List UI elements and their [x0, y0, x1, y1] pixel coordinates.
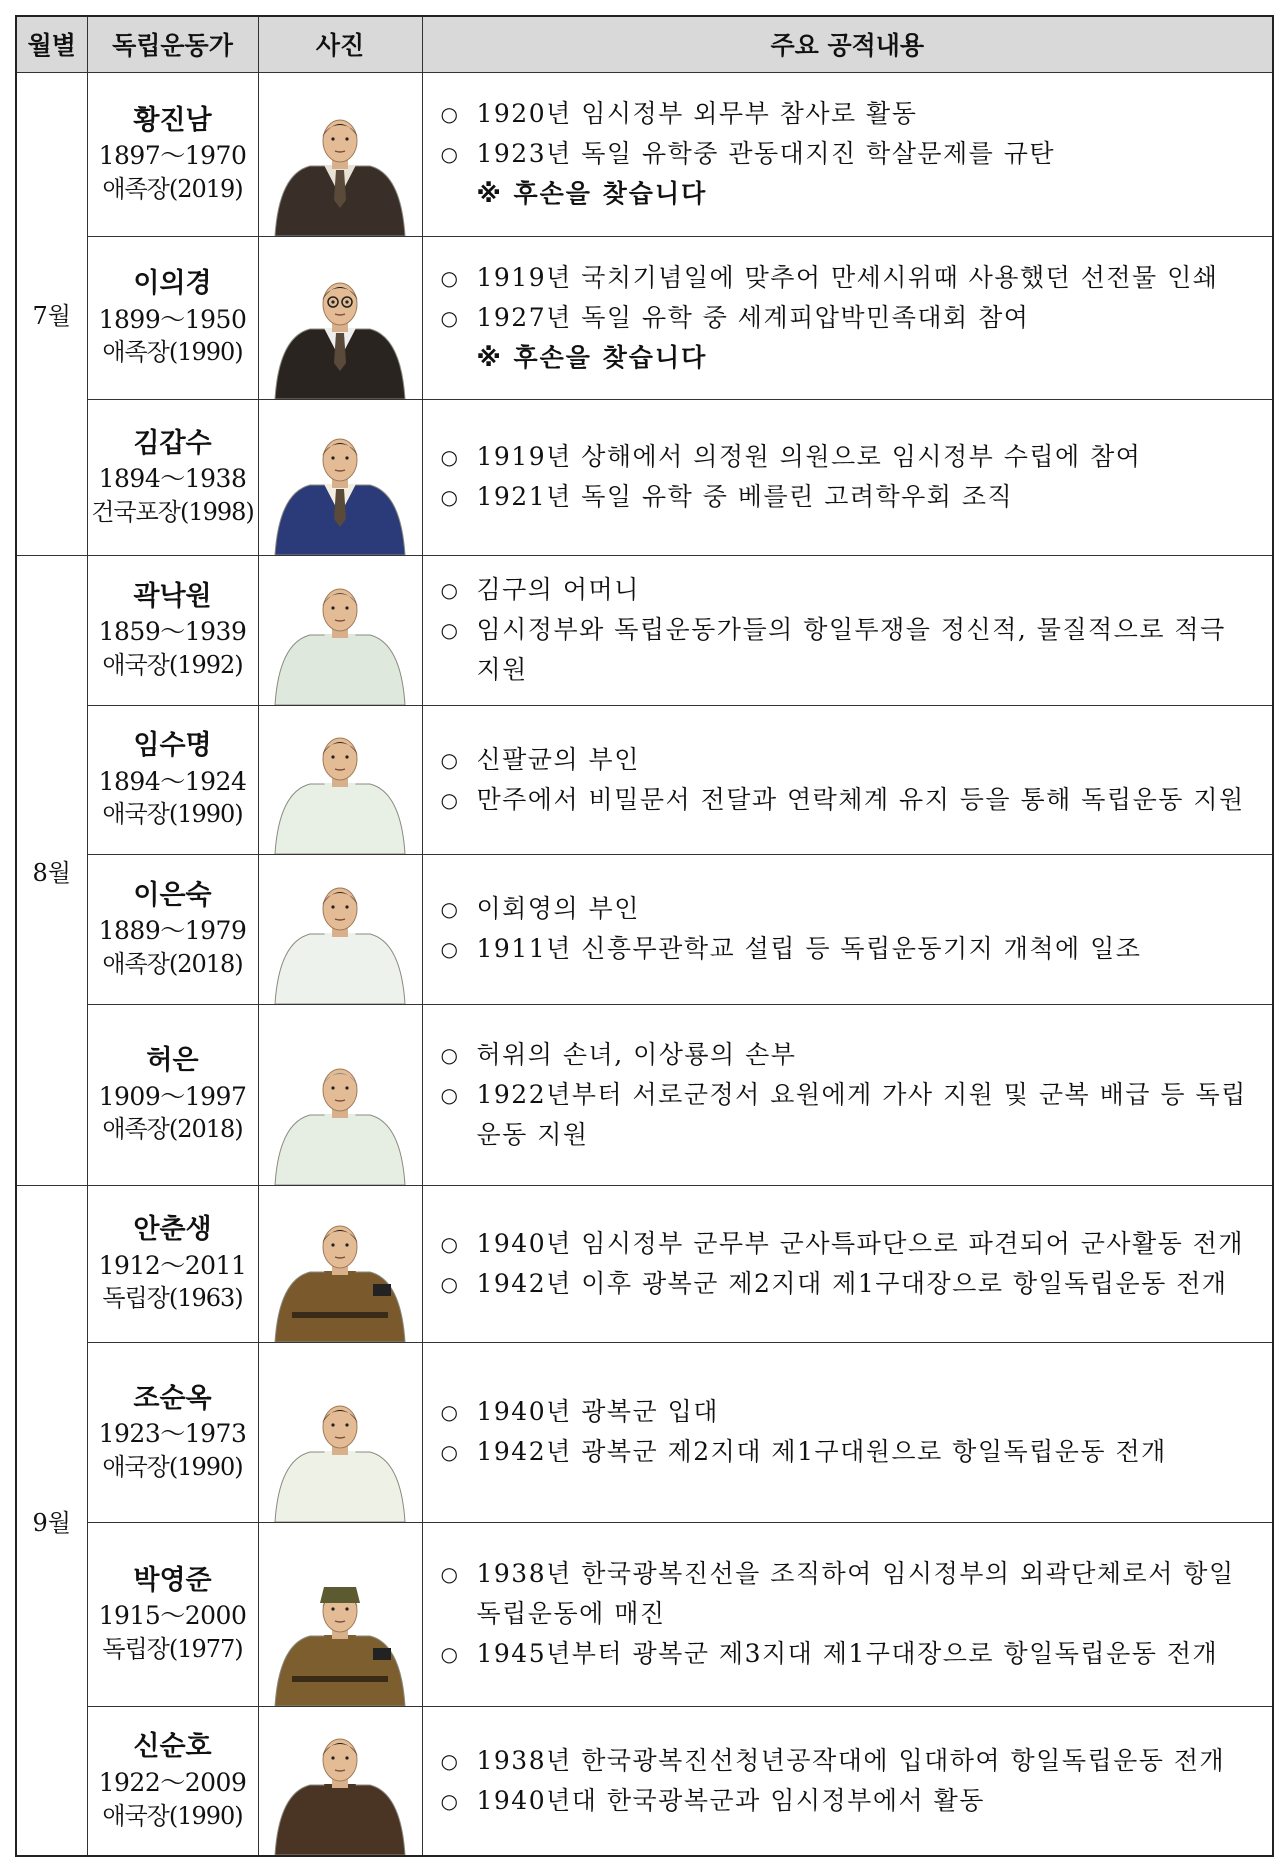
- bullet-icon: ○: [440, 578, 460, 602]
- achievement-item: [441, 1432, 1259, 1472]
- activist-info: [87, 1342, 258, 1522]
- descendant-notice: ※ 후손을 찾습니다: [476, 342, 708, 372]
- activist-award: 애국장(1990): [102, 1801, 243, 1830]
- photo-cell: [258, 1706, 422, 1856]
- photo-cell: [258, 1342, 422, 1522]
- activist-name: 곽낙원: [133, 580, 212, 612]
- header-achievements: 주요 공적내용: [422, 16, 1273, 72]
- achievement-item: [441, 780, 1259, 820]
- activist-row: [16, 72, 1273, 236]
- bullet-icon: ○: [440, 1400, 460, 1424]
- achievement-text: 1940년대 한국광복군과 임시정부에서 활동: [476, 1785, 985, 1815]
- achievements-cell: [422, 1522, 1273, 1706]
- activist-row: [16, 1185, 1273, 1342]
- activist-award: 독립장(1963): [102, 1284, 243, 1313]
- bullet-icon: ○: [440, 1042, 460, 1067]
- activist-lifespan: 1912～2011: [98, 1250, 247, 1280]
- activist-lifespan: 1899～1950: [98, 304, 247, 334]
- independence-activists-table: [15, 15, 1274, 1857]
- activist-name: 신순호: [133, 1731, 212, 1763]
- achievement-item: [441, 889, 1259, 929]
- activist-row: [16, 854, 1273, 1004]
- activist-name: 김갑수: [133, 427, 212, 459]
- activist-award: 애족장(1990): [102, 338, 243, 367]
- achievements-cell: [422, 705, 1273, 854]
- activist-info: [87, 555, 258, 705]
- bullet-icon: ○: [440, 142, 460, 166]
- photo-cell: [258, 1522, 422, 1706]
- bullet-icon: ○: [440, 445, 460, 469]
- bullet-icon: ○: [440, 1231, 460, 1256]
- header-row: [16, 16, 1273, 72]
- activist-info: [87, 1706, 258, 1856]
- achievements-cell: [422, 555, 1273, 705]
- activist-name: 황진남: [133, 104, 212, 136]
- activist-info: [87, 399, 258, 555]
- achievements-cell: [422, 1185, 1273, 1342]
- achievement-item: [441, 929, 1259, 969]
- activist-row: [16, 399, 1273, 555]
- month-cell: 8월: [16, 555, 87, 1185]
- activist-info: [87, 72, 258, 236]
- portrait-image: [265, 1715, 415, 1855]
- achievements-cell: [422, 1706, 1273, 1856]
- bullet-icon: ○: [440, 787, 460, 812]
- achievement-item: [441, 477, 1259, 517]
- achievement-item: [441, 610, 1259, 690]
- activist-lifespan: 1859～1939: [98, 617, 247, 647]
- bullet-icon: ○: [440, 1748, 460, 1773]
- achievement-text: 1940년 광복군 입대: [476, 1397, 719, 1426]
- activist-lifespan: 1909～1997: [98, 1081, 247, 1111]
- achievement-text: 1923년 독일 유학중 관동대지진 학살문제를 규탄: [476, 139, 1056, 168]
- activist-name: 임수명: [133, 730, 212, 762]
- activist-info: [87, 1004, 258, 1185]
- activist-lifespan: 1894～1938: [98, 464, 247, 494]
- activist-name: 박영준: [133, 1564, 212, 1596]
- activist-award: 애국장(1992): [102, 650, 243, 679]
- bullet-icon: ○: [440, 102, 460, 126]
- portrait-image: [265, 1202, 415, 1342]
- achievement-item: [441, 1741, 1259, 1781]
- portrait-image: [265, 259, 415, 399]
- achievements-cell: [422, 1004, 1273, 1185]
- achievement-text: 1942년 광복군 제2지대 제1구대원으로 항일독립운동 전개: [476, 1437, 1167, 1466]
- activist-award: 애족장(2019): [102, 174, 243, 203]
- portrait-image: [265, 714, 415, 854]
- achievement-item: [441, 1634, 1259, 1674]
- photo-cell: [258, 399, 422, 555]
- photo-cell: [258, 555, 422, 705]
- achievement-item: [441, 94, 1259, 134]
- bullet-icon: ○: [440, 747, 460, 772]
- activist-row: [16, 1342, 1273, 1522]
- achievement-item: [441, 1781, 1259, 1821]
- bullet-icon: ○: [440, 1788, 460, 1813]
- achievement-text: 1921년 독일 유학 중 베를린 고려학우회 조직: [476, 482, 1014, 511]
- achievement-item: [441, 1264, 1259, 1304]
- achievement-text: 1938년 한국광복진선을 조직하여 임시정부의 외곽단체로서 항일독립운동에 매진: [476, 1559, 1235, 1628]
- activist-row: [16, 1706, 1273, 1856]
- achievement-item: [441, 1392, 1259, 1432]
- achievement-text: 1919년 상해에서 의정원 의원으로 임시정부 수립에 참여: [476, 442, 1142, 471]
- activist-award: 애국장(1990): [102, 800, 243, 829]
- header-photo: 사진: [258, 16, 422, 72]
- bullet-icon: ○: [440, 1562, 460, 1586]
- portrait-image: [265, 96, 415, 236]
- activist-info: [87, 1522, 258, 1706]
- portrait-image: [265, 415, 415, 555]
- descendant-notice: ※ 후손을 찾습니다: [476, 179, 708, 208]
- activist-name: 이의경: [133, 268, 212, 300]
- activist-lifespan: 1889～1979: [98, 916, 247, 946]
- achievement-item: [441, 134, 1259, 174]
- activist-lifespan: 1894～1924: [98, 766, 247, 796]
- activist-row: [16, 1522, 1273, 1706]
- activist-info: [87, 705, 258, 854]
- achievements-cell: [422, 1342, 1273, 1522]
- header-activist: 독립운동가: [87, 16, 258, 72]
- bullet-icon: ○: [440, 305, 460, 330]
- activist-row: [16, 705, 1273, 854]
- photo-cell: [258, 1185, 422, 1342]
- bullet-icon: ○: [440, 897, 460, 921]
- activist-row: [16, 1004, 1273, 1185]
- achievements-cell: [422, 236, 1273, 399]
- achievement-item: [441, 258, 1259, 298]
- activist-lifespan: 1923～1973: [98, 1419, 247, 1449]
- bullet-icon: ○: [440, 1271, 460, 1296]
- month-cell: 9월: [16, 1185, 87, 1856]
- activist-info: [87, 854, 258, 1004]
- activist-name: 이은숙: [133, 879, 212, 911]
- achievement-item: [441, 1224, 1259, 1264]
- activist-row: [16, 555, 1273, 705]
- bullet-icon: ○: [440, 1642, 460, 1666]
- activist-info: [87, 1185, 258, 1342]
- photo-cell: [258, 72, 422, 236]
- photo-cell: [258, 236, 422, 399]
- activist-award: 건국포장(1998): [91, 497, 254, 526]
- achievement-text: 1919년 국치기념일에 맞추어 만세시위때 사용했던 선전물 인쇄: [476, 262, 1219, 292]
- photo-cell: [258, 1004, 422, 1185]
- bullet-icon: ○: [440, 1082, 460, 1107]
- activist-award: 애국장(1990): [102, 1452, 243, 1481]
- bullet-icon: ○: [440, 618, 460, 642]
- activist-row: [16, 236, 1273, 399]
- activist-lifespan: 1922～2009: [98, 1767, 247, 1797]
- achievement-text: 신팔균의 부인: [476, 744, 640, 774]
- portrait-image: [265, 1045, 415, 1185]
- activist-name: 안춘생: [133, 1214, 212, 1246]
- header-month: 월별: [16, 16, 87, 72]
- achievement-item: [441, 298, 1259, 338]
- portrait-image: [265, 1382, 415, 1522]
- bullet-icon: ○: [440, 265, 460, 290]
- activist-lifespan: 1915～2000: [98, 1601, 247, 1631]
- achievement-text: 이회영의 부인: [476, 894, 640, 923]
- achievement-item: [441, 570, 1259, 610]
- achievement-text: 1940년 임시정부 군무부 군사특파단으로 파견되어 군사활동 전개: [476, 1228, 1245, 1258]
- achievement-item: [441, 1035, 1259, 1075]
- activist-name: 허은: [146, 1045, 199, 1077]
- achievement-text: 1945년부터 광복군 제3지대 제1구대장으로 항일독립운동 전개: [476, 1639, 1219, 1668]
- achievement-text: 김구의 어머니: [476, 575, 640, 604]
- activist-award: 애족장(2018): [102, 949, 243, 978]
- achievement-item: [441, 1075, 1259, 1155]
- achievement-text: 1927년 독일 유학 중 세계피압박민족대회 참여: [476, 302, 1030, 332]
- achievement-text: 1942년 이후 광복군 제2지대 제1구대장으로 항일독립운동 전개: [476, 1268, 1228, 1298]
- achievement-text: 1911년 신흥무관학교 설립 등 독립운동기지 개척에 일조: [476, 934, 1142, 963]
- achievements-cell: [422, 399, 1273, 555]
- achievements-cell: [422, 854, 1273, 1004]
- bullet-icon: ○: [440, 937, 460, 961]
- achievement-item: [441, 437, 1259, 477]
- photo-cell: [258, 705, 422, 854]
- month-cell: 7월: [16, 72, 87, 555]
- activist-award: 애족장(2018): [102, 1115, 243, 1144]
- bullet-icon: ○: [440, 485, 460, 509]
- achievement-text: 1922년부터 서로군정서 요원에게 가사 지원 및 군복 배급 등 독립운동 지원: [476, 1079, 1247, 1149]
- portrait-image: [265, 565, 415, 705]
- activist-lifespan: 1897～1970: [98, 141, 247, 171]
- achievement-item: [441, 740, 1259, 780]
- achievement-item: [441, 1554, 1259, 1634]
- achievement-text: 임시정부와 독립운동가들의 항일투쟁을 정신적, 물질적으로 적극 지원: [476, 615, 1226, 684]
- achievement-text: 만주에서 비밀문서 전달과 연락체계 유지 등을 통해 독립운동 지원: [476, 784, 1245, 814]
- activist-name: 조순옥: [133, 1382, 212, 1414]
- photo-cell: [258, 854, 422, 1004]
- bullet-icon: ○: [440, 1440, 460, 1464]
- portrait-image: [265, 864, 415, 1004]
- portrait-image: [265, 1566, 415, 1706]
- achievement-text: 1938년 한국광복진선청년공작대에 입대하여 항일독립운동 전개: [476, 1745, 1226, 1775]
- achievement-text: 1920년 임시정부 외무부 참사로 활동: [476, 99, 918, 128]
- activist-award: 독립장(1977): [102, 1634, 243, 1663]
- achievements-cell: [422, 72, 1273, 236]
- activist-info: [87, 236, 258, 399]
- achievement-text: 허위의 손녀, 이상룡의 손부: [476, 1039, 797, 1069]
